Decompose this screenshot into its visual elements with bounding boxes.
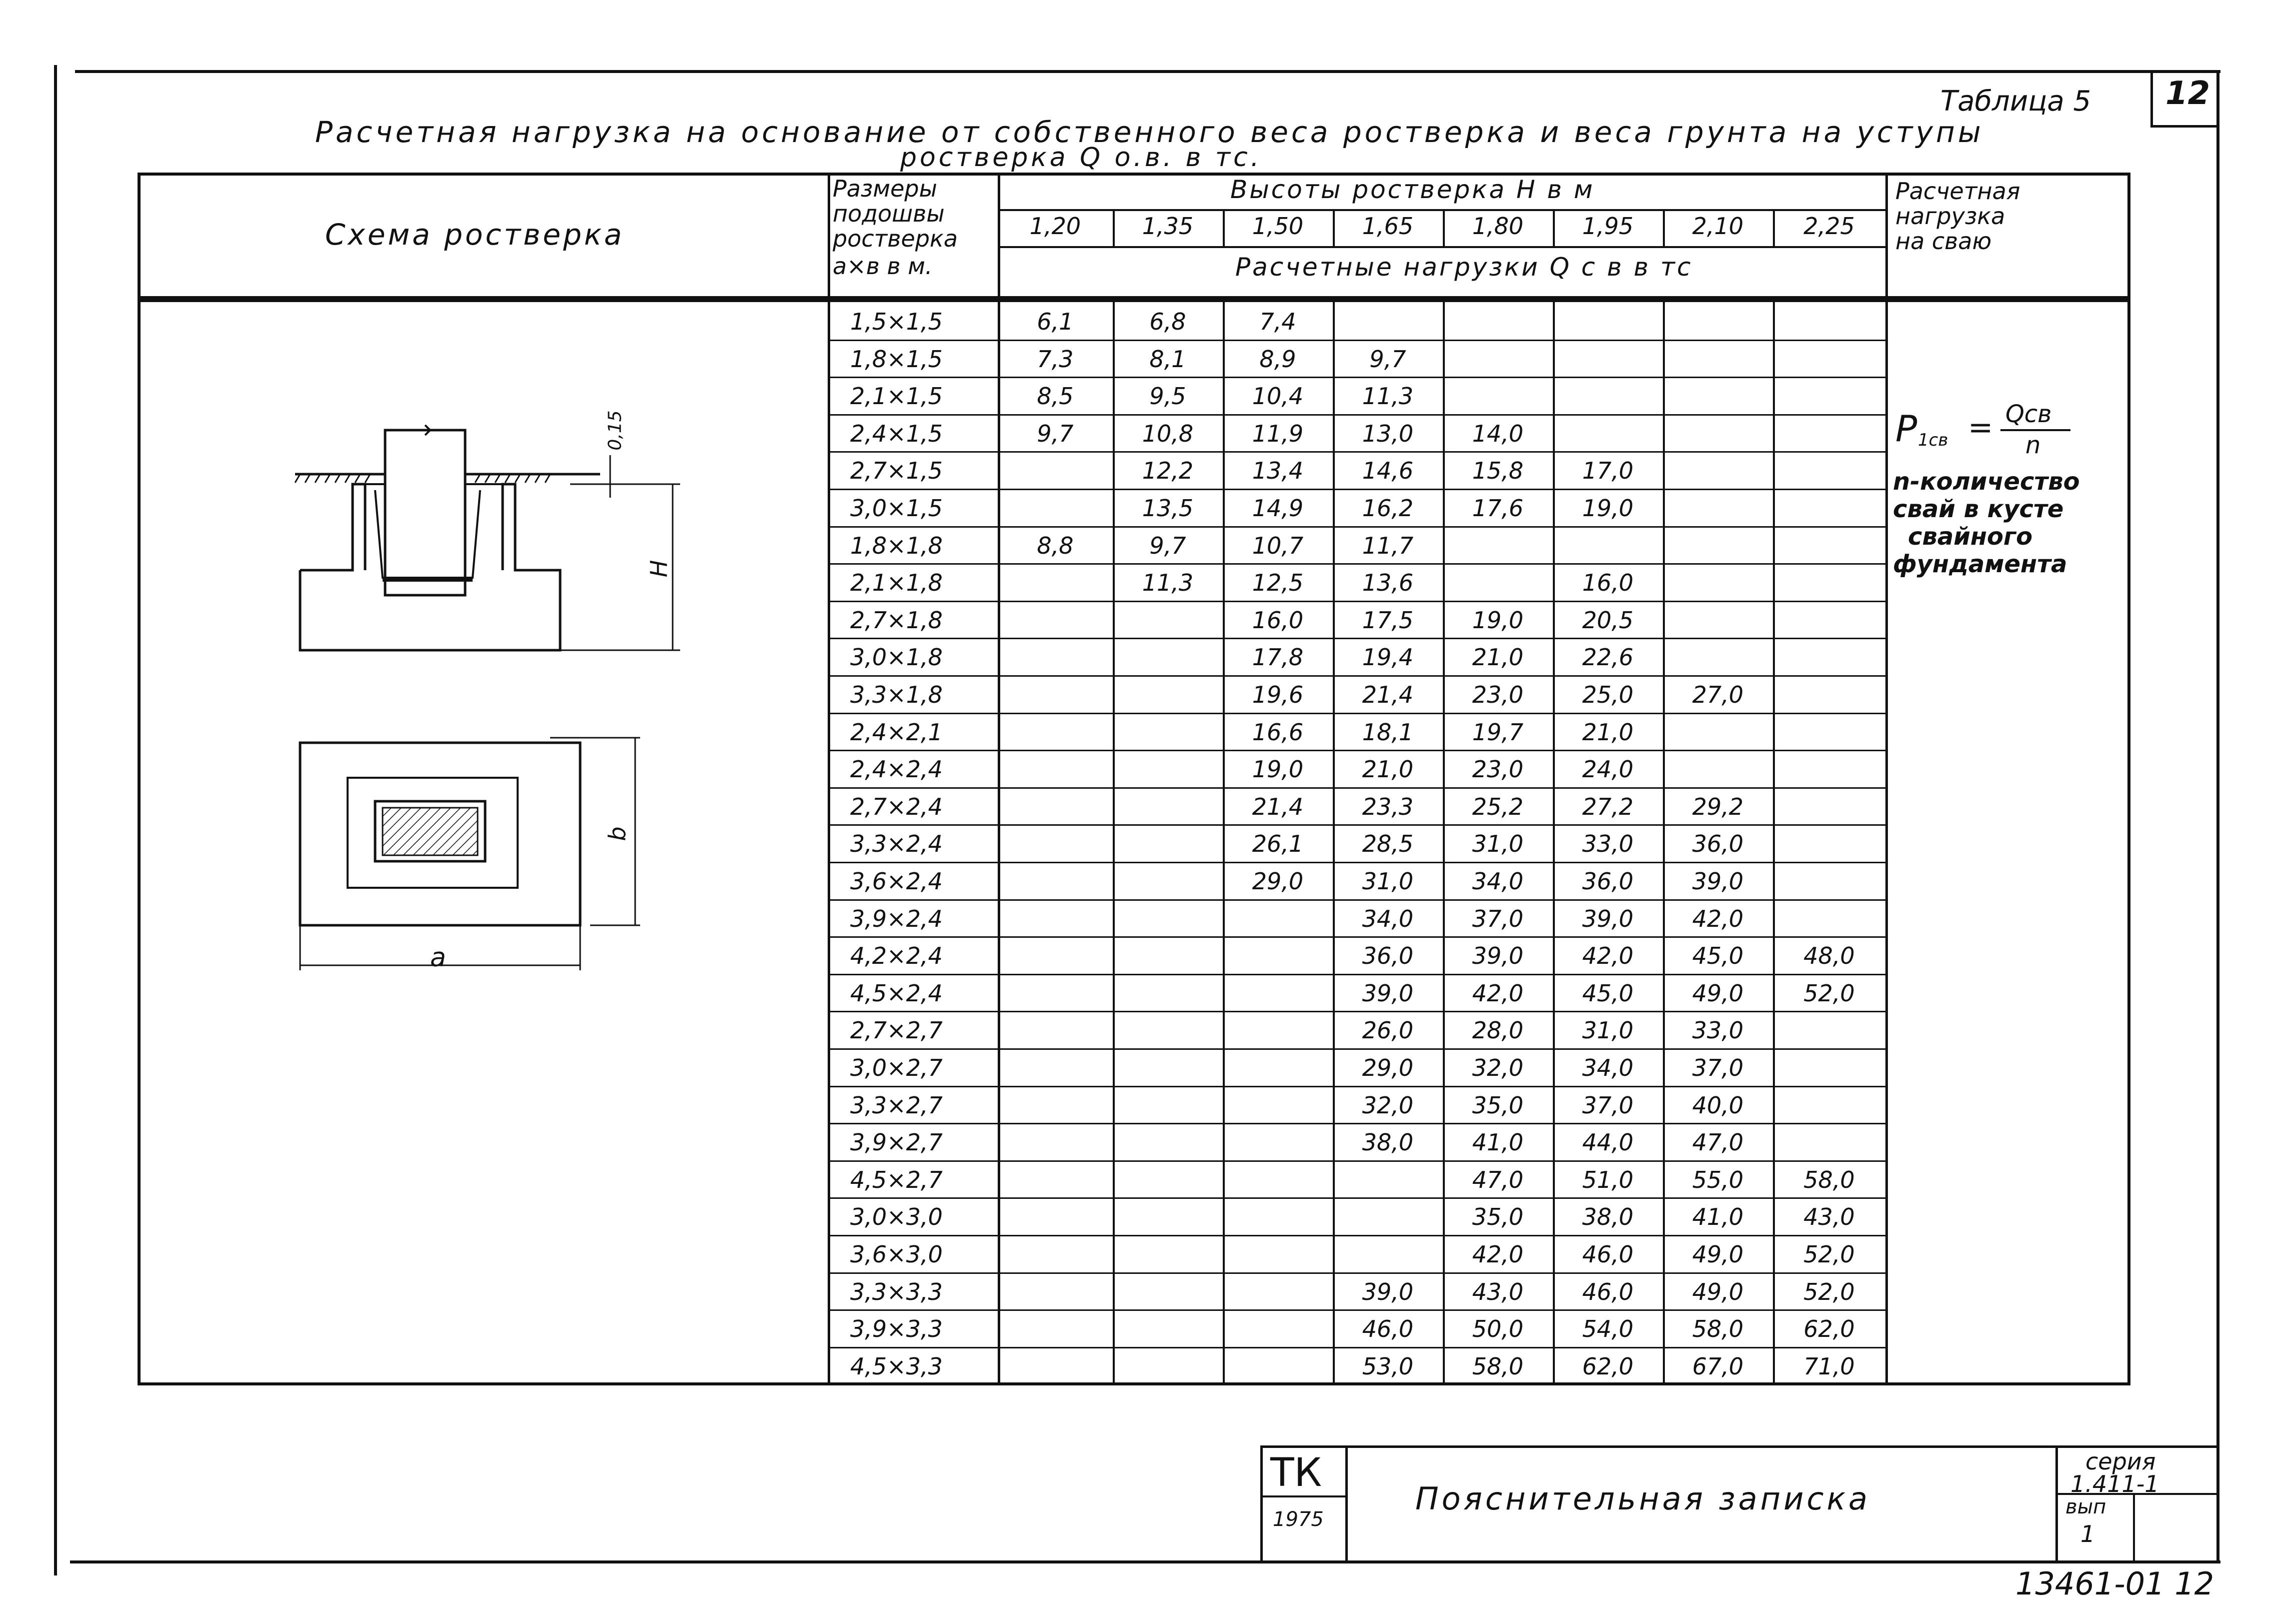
row-value: 15,8 <box>1472 457 1524 485</box>
note-line1: n-количество <box>1893 468 2080 496</box>
row-line <box>828 974 1885 975</box>
row-size: 2,4×2,1 <box>850 718 943 746</box>
row-value: 20,5 <box>1582 606 1634 634</box>
row-size: 1,8×1,5 <box>850 345 943 373</box>
row-value: 21,0 <box>1582 718 1634 746</box>
row-value: 50,0 <box>1472 1315 1524 1343</box>
height-header-cell: 1,50 <box>1252 213 1304 240</box>
row-value: 16,0 <box>1582 569 1634 597</box>
row-size: 2,1×1,5 <box>850 383 943 410</box>
row-size: 3,3×2,7 <box>850 1091 943 1119</box>
row-value: 37,0 <box>1692 1054 1744 1081</box>
value-col-line <box>1773 302 1775 1382</box>
row-value: 52,0 <box>1803 1278 1855 1305</box>
value-col-line <box>1333 302 1335 1382</box>
row-value: 42,0 <box>1472 1241 1524 1268</box>
row-value: 55,0 <box>1692 1166 1744 1193</box>
row-size: 1,5×1,5 <box>850 308 943 335</box>
row-value: 27,2 <box>1582 793 1634 820</box>
row-size: 3,0×2,7 <box>850 1054 943 1081</box>
row-value: 11,7 <box>1362 532 1414 559</box>
row-size: 2,7×1,8 <box>850 606 943 634</box>
row-line <box>828 675 1885 677</box>
row-size: 4,2×2,4 <box>850 942 943 970</box>
row-value: 44,0 <box>1582 1129 1634 1156</box>
formula-num: Qсв <box>2005 400 2052 428</box>
stamp-series: 1.411-1 <box>2070 1470 2159 1497</box>
row-line <box>828 526 1885 528</box>
page-number: 12 <box>2165 75 2210 112</box>
pile-header-1: Расчетная <box>1895 178 2020 205</box>
row-value: 8,5 <box>1037 383 1074 410</box>
row-line <box>828 1160 1885 1162</box>
row-value: 31,0 <box>1472 830 1524 858</box>
row-line <box>828 862 1885 863</box>
row-value: 21,0 <box>1472 644 1524 671</box>
row-value: 8,9 <box>1259 345 1296 373</box>
row-value: 28,5 <box>1362 830 1414 858</box>
row-value: 36,0 <box>1362 942 1414 970</box>
row-line <box>828 899 1885 901</box>
row-value: 9,7 <box>1149 532 1186 559</box>
note-line2: свай в кусте <box>1893 495 2064 523</box>
formula-eq: = <box>1968 410 1993 445</box>
height-header-cell: 1,95 <box>1582 213 1634 240</box>
row-value: 32,0 <box>1472 1054 1524 1081</box>
row-value: 38,0 <box>1362 1129 1414 1156</box>
pile-cap-section-drawing <box>280 410 710 670</box>
row-value: 9,7 <box>1037 420 1074 447</box>
height-header-cell: 2,10 <box>1692 213 1744 240</box>
row-value: 53,0 <box>1362 1352 1414 1380</box>
row-value: 22,6 <box>1582 644 1634 671</box>
row-value: 45,0 <box>1582 979 1634 1007</box>
row-line <box>828 489 1885 490</box>
row-size: 3,0×1,5 <box>850 495 943 522</box>
row-value: 11,3 <box>1142 569 1194 597</box>
height-col-line <box>1223 209 1225 247</box>
row-size: 3,6×2,4 <box>850 868 943 895</box>
height-header-cell: 1,20 <box>1029 213 1081 240</box>
pile-header-3: на сваю <box>1895 228 1992 255</box>
row-size: 2,4×1,5 <box>850 420 943 447</box>
row-line <box>828 601 1885 602</box>
row-value: 46,0 <box>1582 1241 1634 1268</box>
row-value: 58,0 <box>1692 1315 1744 1343</box>
row-size: 2,7×2,4 <box>850 793 943 820</box>
row-value: 28,0 <box>1472 1017 1524 1044</box>
stamp-line-org <box>1345 1445 1348 1560</box>
heights-title: Высоты ростверка H в м <box>1230 175 1595 204</box>
row-value: 7,4 <box>1259 308 1296 335</box>
row-value: 17,5 <box>1362 606 1414 634</box>
row-value: 58,0 <box>1472 1352 1524 1380</box>
height-header-cell: 1,80 <box>1472 213 1524 240</box>
row-value: 21,0 <box>1362 756 1414 783</box>
row-value: 41,0 <box>1692 1203 1744 1231</box>
title-line1: Расчетная нагрузка на основание от собственного веса ростверка и веса грунта на уступы <box>315 115 1984 149</box>
row-size: 3,9×3,3 <box>850 1315 943 1343</box>
sizes-header-4: а×в в м. <box>833 253 933 280</box>
row-value: 12,5 <box>1252 569 1304 597</box>
row-value: 42,0 <box>1582 942 1634 970</box>
row-value: 19,7 <box>1472 718 1524 746</box>
formula-lhs-sub: 1св <box>1918 430 1948 450</box>
formula-den: n <box>2025 431 2041 459</box>
row-size: 3,3×1,8 <box>850 681 943 708</box>
pile-cap-plan-drawing <box>290 730 670 980</box>
stamp-issue: 1 <box>2080 1520 2095 1547</box>
dim-015: 0,15 <box>605 410 626 451</box>
row-value: 26,1 <box>1252 830 1304 858</box>
row-value: 43,0 <box>1472 1278 1524 1305</box>
value-col-line <box>1223 302 1225 1382</box>
row-value: 39,0 <box>1362 979 1414 1007</box>
dim-b: b <box>604 826 631 841</box>
row-size: 4,5×3,3 <box>850 1352 943 1380</box>
height-col-line <box>1553 209 1555 247</box>
row-size: 3,6×3,0 <box>850 1241 943 1268</box>
row-size: 2,1×1,8 <box>850 569 943 597</box>
row-value: 47,0 <box>1692 1129 1744 1156</box>
dim-H: H <box>645 560 673 578</box>
row-value: 34,0 <box>1472 868 1524 895</box>
row-value: 17,6 <box>1472 495 1524 522</box>
row-value: 14,0 <box>1472 420 1524 447</box>
row-line <box>828 1048 1885 1050</box>
stamp-line-series <box>2055 1445 2058 1560</box>
row-value: 25,2 <box>1472 793 1524 820</box>
row-value: 27,0 <box>1692 681 1744 708</box>
row-value: 13,5 <box>1142 495 1194 522</box>
stamp-year: 1975 <box>1273 1508 1324 1531</box>
row-value: 33,0 <box>1582 830 1634 858</box>
row-value: 35,0 <box>1472 1091 1524 1119</box>
row-value: 37,0 <box>1472 905 1524 932</box>
row-value: 16,0 <box>1252 606 1304 634</box>
row-value: 8,8 <box>1037 532 1074 559</box>
row-value: 32,0 <box>1362 1091 1414 1119</box>
row-value: 14,6 <box>1362 457 1414 485</box>
row-value: 7,3 <box>1037 345 1074 373</box>
row-value: 9,5 <box>1149 383 1186 410</box>
row-value: 34,0 <box>1362 905 1414 932</box>
row-value: 23,0 <box>1472 756 1524 783</box>
row-value: 39,0 <box>1362 1278 1414 1305</box>
row-value: 17,0 <box>1582 457 1634 485</box>
row-size: 1,8×1,8 <box>850 532 943 559</box>
note-line4: фундамента <box>1893 550 2067 578</box>
doc-code: 13461-01 12 <box>2015 1565 2214 1602</box>
row-size: 3,0×3,0 <box>850 1203 943 1231</box>
row-value: 39,0 <box>1582 905 1634 932</box>
row-line <box>828 414 1885 416</box>
dim-a: a <box>430 943 446 973</box>
row-value: 21,4 <box>1252 793 1304 820</box>
row-line <box>828 638 1885 639</box>
row-value: 10,7 <box>1252 532 1304 559</box>
row-size: 3,3×2,4 <box>850 830 943 858</box>
row-value: 42,0 <box>1472 979 1524 1007</box>
row-value: 8,1 <box>1149 345 1186 373</box>
row-line <box>828 1272 1885 1274</box>
row-value: 29,2 <box>1692 793 1744 820</box>
row-value: 19,0 <box>1472 606 1524 634</box>
row-value: 21,4 <box>1362 681 1414 708</box>
row-line <box>828 824 1885 826</box>
row-value: 29,0 <box>1252 868 1304 895</box>
row-value: 24,0 <box>1582 756 1634 783</box>
row-value: 37,0 <box>1582 1091 1634 1119</box>
height-col-line <box>1333 209 1335 247</box>
title-line2: ростверка Q о.в. в тс. <box>900 143 1262 173</box>
row-value: 19,4 <box>1362 644 1414 671</box>
row-value: 51,0 <box>1582 1166 1634 1193</box>
row-value: 10,8 <box>1142 420 1194 447</box>
height-col-line <box>1663 209 1665 247</box>
row-value: 11,9 <box>1252 420 1304 447</box>
frame-top <box>75 70 2220 73</box>
row-value: 34,0 <box>1582 1054 1634 1081</box>
row-value: 49,0 <box>1692 1241 1744 1268</box>
row-value: 36,0 <box>1582 868 1634 895</box>
row-value: 13,4 <box>1252 457 1304 485</box>
frame-left <box>54 65 57 1575</box>
row-value: 9,7 <box>1369 345 1406 373</box>
row-value: 19,0 <box>1252 756 1304 783</box>
row-size: 3,9×2,7 <box>850 1129 943 1156</box>
row-size: 2,7×2,7 <box>850 1017 943 1044</box>
row-value: 67,0 <box>1692 1352 1744 1380</box>
row-value: 11,3 <box>1362 383 1414 410</box>
row-size: 4,5×2,7 <box>850 1166 943 1193</box>
header-line-heights <box>998 209 1885 211</box>
height-col-line <box>1443 209 1445 247</box>
row-value: 47,0 <box>1472 1166 1524 1193</box>
value-col-line <box>1443 302 1445 1382</box>
height-col-line <box>1773 209 1775 247</box>
row-value: 31,0 <box>1582 1017 1634 1044</box>
row-value: 12,2 <box>1142 457 1194 485</box>
row-line <box>828 787 1885 789</box>
row-size: 3,9×2,4 <box>850 905 943 932</box>
row-line <box>828 713 1885 714</box>
row-line <box>828 1197 1885 1199</box>
row-value: 13,6 <box>1362 569 1414 597</box>
sizes-header-3: ростверка <box>833 225 958 252</box>
row-value: 16,6 <box>1252 718 1304 746</box>
row-value: 17,8 <box>1252 644 1304 671</box>
row-value: 48,0 <box>1803 942 1855 970</box>
row-line <box>828 1235 1885 1236</box>
row-value: 62,0 <box>1582 1352 1634 1380</box>
row-line <box>828 1123 1885 1124</box>
sizes-header-2: подошвы <box>833 200 945 227</box>
pile-header-2: нагрузка <box>1895 203 2005 230</box>
formula-lhs: P <box>1895 408 1917 450</box>
row-line <box>828 451 1885 453</box>
row-line <box>828 340 1885 341</box>
row-value: 49,0 <box>1692 979 1744 1007</box>
frame-right <box>2216 70 2219 1560</box>
row-value: 33,0 <box>1692 1017 1744 1044</box>
scheme-header: Схема ростверка <box>325 218 625 252</box>
col-line-pile <box>1885 173 1888 1385</box>
row-value: 40,0 <box>1692 1091 1744 1119</box>
row-line <box>828 377 1885 378</box>
row-value: 18,1 <box>1362 718 1414 746</box>
col-line-scheme <box>828 173 830 1385</box>
row-value: 16,2 <box>1362 495 1414 522</box>
table-label: Таблица 5 <box>1940 85 2091 118</box>
height-header-cell: 1,65 <box>1362 213 1414 240</box>
header-separator <box>138 296 2130 302</box>
row-value: 46,0 <box>1582 1278 1634 1305</box>
row-line <box>828 1086 1885 1087</box>
stamp-line-org-h <box>1260 1495 1345 1497</box>
sizes-header-1: Размеры <box>833 175 937 202</box>
loads-title: Расчетные нагрузки Q с в в тс <box>1235 253 1693 282</box>
value-col-line <box>1663 302 1665 1382</box>
row-value: 52,0 <box>1803 1241 1855 1268</box>
stamp-org: ТК <box>1270 1450 1322 1495</box>
row-value: 39,0 <box>1692 868 1744 895</box>
value-col-line <box>1113 302 1115 1382</box>
row-value: 14,9 <box>1252 495 1304 522</box>
value-col-line <box>1553 302 1555 1382</box>
row-line <box>828 563 1885 565</box>
row-line <box>828 1011 1885 1012</box>
row-value: 6,8 <box>1149 308 1186 335</box>
height-header-cell: 2,25 <box>1803 213 1855 240</box>
stamp-issue-label: вып <box>2065 1495 2106 1518</box>
row-value: 52,0 <box>1803 979 1855 1007</box>
row-size: 2,7×1,5 <box>850 457 943 485</box>
row-value: 25,0 <box>1582 681 1634 708</box>
stamp-title: Пояснительная записка <box>1415 1480 1871 1517</box>
row-line <box>828 1309 1885 1311</box>
row-value: 10,4 <box>1252 383 1304 410</box>
row-line <box>828 750 1885 751</box>
row-value: 13,0 <box>1362 420 1414 447</box>
row-value: 58,0 <box>1803 1166 1855 1193</box>
row-value: 42,0 <box>1692 905 1744 932</box>
row-value: 43,0 <box>1803 1203 1855 1231</box>
row-value: 41,0 <box>1472 1129 1524 1156</box>
row-value: 62,0 <box>1803 1315 1855 1343</box>
row-value: 71,0 <box>1803 1352 1855 1380</box>
row-value: 38,0 <box>1582 1203 1634 1231</box>
row-value: 45,0 <box>1692 942 1744 970</box>
row-value: 46,0 <box>1362 1315 1414 1343</box>
row-value: 6,1 <box>1037 308 1074 335</box>
row-value: 26,0 <box>1362 1017 1414 1044</box>
row-value: 39,0 <box>1472 942 1524 970</box>
row-value: 29,0 <box>1362 1054 1414 1081</box>
row-line <box>828 936 1885 938</box>
stamp-series-label: серия <box>2085 1448 2156 1475</box>
row-size: 4,5×2,4 <box>850 979 943 1007</box>
row-line <box>828 1347 1885 1348</box>
row-value: 19,0 <box>1582 495 1634 522</box>
height-col-line <box>1113 209 1115 247</box>
row-value: 54,0 <box>1582 1315 1634 1343</box>
row-value: 49,0 <box>1692 1278 1744 1305</box>
row-value: 36,0 <box>1692 830 1744 858</box>
stamp-line-issue <box>2133 1493 2135 1560</box>
note-line3: свайного <box>1908 523 2033 551</box>
height-header-cell: 1,35 <box>1142 213 1194 240</box>
row-value: 19,6 <box>1252 681 1304 708</box>
header-line-loads <box>998 246 1885 248</box>
row-size: 2,4×2,4 <box>850 756 943 783</box>
row-value: 23,0 <box>1472 681 1524 708</box>
row-value: 35,0 <box>1472 1203 1524 1231</box>
row-value: 31,0 <box>1362 868 1414 895</box>
row-size: 3,3×3,3 <box>850 1278 943 1305</box>
row-size: 3,0×1,8 <box>850 644 943 671</box>
row-value: 23,3 <box>1362 793 1414 820</box>
